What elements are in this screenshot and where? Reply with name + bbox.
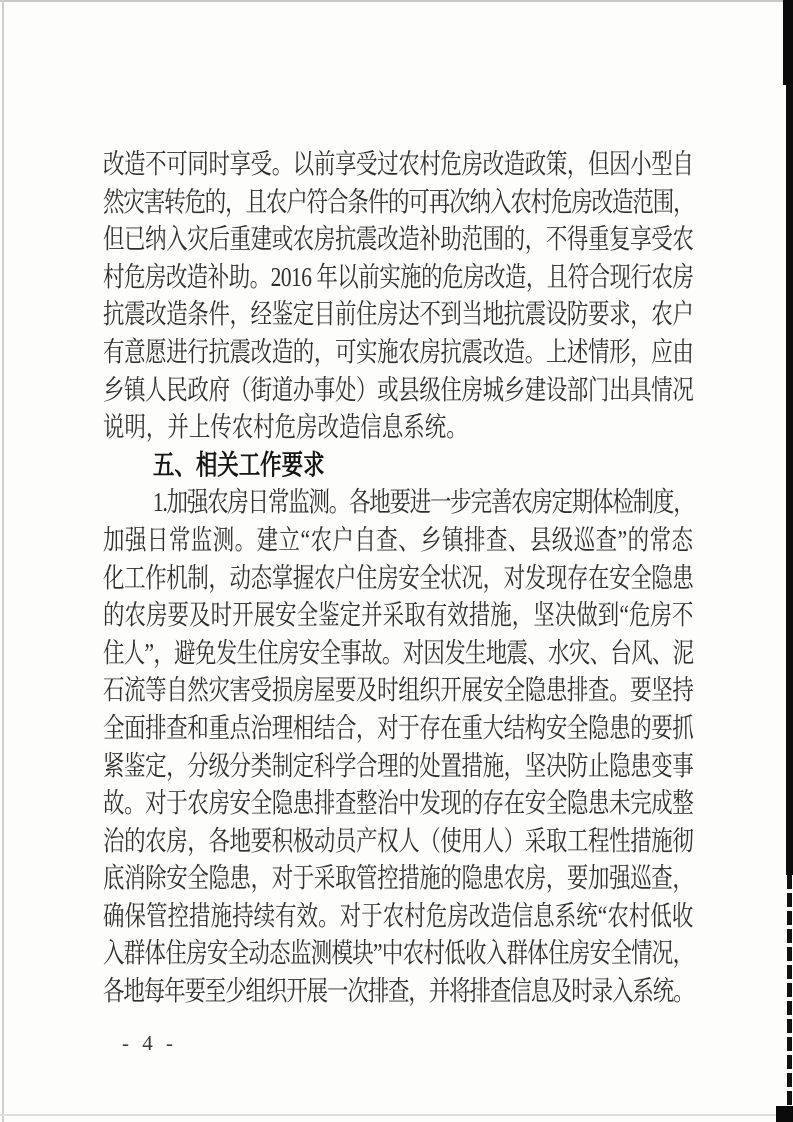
scan-edge-right [783,0,793,85]
body-line: 乡镇人民政府（街道办事处）或县级住房城乡建设部门出具情况 [103,373,694,405]
scan-edge-left [2,0,4,1122]
scan-edge-right-dashes [787,875,792,1105]
body-line: 化工作机制，动态掌握农户住房安全状况，对发现存在安全隐患 [103,561,694,593]
body-text-column [103,145,693,1010]
body-line: 1.加强农房日常监测。各地要进一步完善农房定期体检制度， [152,486,694,518]
body-line: 然灾害转危的，且农户符合条件的可再次纳入农村危房改造范围， [103,185,694,217]
body-line: 确保管控措施持续有效。对于农村危房改造信息系统“农村低收 [103,899,694,931]
body-line: 有意愿进行抗震改造的，可实施农房抗震改造。上述情形，应由 [103,335,694,367]
body-line: 治的农房，各地要积极动员产权人（使用人）采取工程性措施彻 [103,824,694,856]
body-line: 全面排查和重点治理相结合，对于存在重大结构安全隐患的要抓 [103,711,694,743]
scan-corner-mark [776,1106,793,1122]
body-line: 石流等自然灾害受损房屋要及时组织开展安全隐患排查。要坚持 [103,674,694,706]
body-line: 的农房要及时开展安全鉴定并采取有效措施，坚决做到“危房不 [103,599,694,631]
scan-edge-top [0,0,793,2]
section-heading: 五、相关工作要求 [152,448,325,480]
body-line: 住人”，避免发生住房安全事故。对因发生地震、水灾、台风、泥 [103,636,694,668]
body-line: 各地每年要至少组织开展一次排查，并将排查信息及时录入系统。 [103,975,694,1007]
body-line: 抗震改造条件，经鉴定目前住房达不到当地抗震设防要求，农户 [103,298,694,330]
scan-edge-bottom [0,1114,793,1116]
body-line: 紧鉴定，分级分类制定科学合理的处置措施，坚决防止隐患变事 [103,749,694,781]
body-line: 故。对于农房安全隐患排查整治中发现的存在安全隐患未完成整 [103,787,694,819]
page-number: - 4 - [122,1031,177,1055]
body-line: 但已纳入灾后重建或农房抗震改造补助范围的，不得重复享受农 [103,223,694,255]
body-line: 入群体住房安全动态监测模块”中农村低收入群体住房安全情况， [103,937,694,969]
body-line: 加强日常监测。建立“农户自查、乡镇排查、县级巡查”的常态 [103,523,694,555]
body-line: 说明，并上传农村危房改造信息系统。 [103,411,468,443]
body-line: 改造不可同时享受。以前享受过农村危房改造政策，但因小型自 [103,148,694,179]
body-line: 村危房改造补助。2016 年以前实施的危房改造，且符合现行农房 [103,260,694,292]
scan-edge-right [786,85,793,875]
body-line: 底消除安全隐患，对于采取管控措施的隐患农房，要加强巡查， [103,862,694,894]
